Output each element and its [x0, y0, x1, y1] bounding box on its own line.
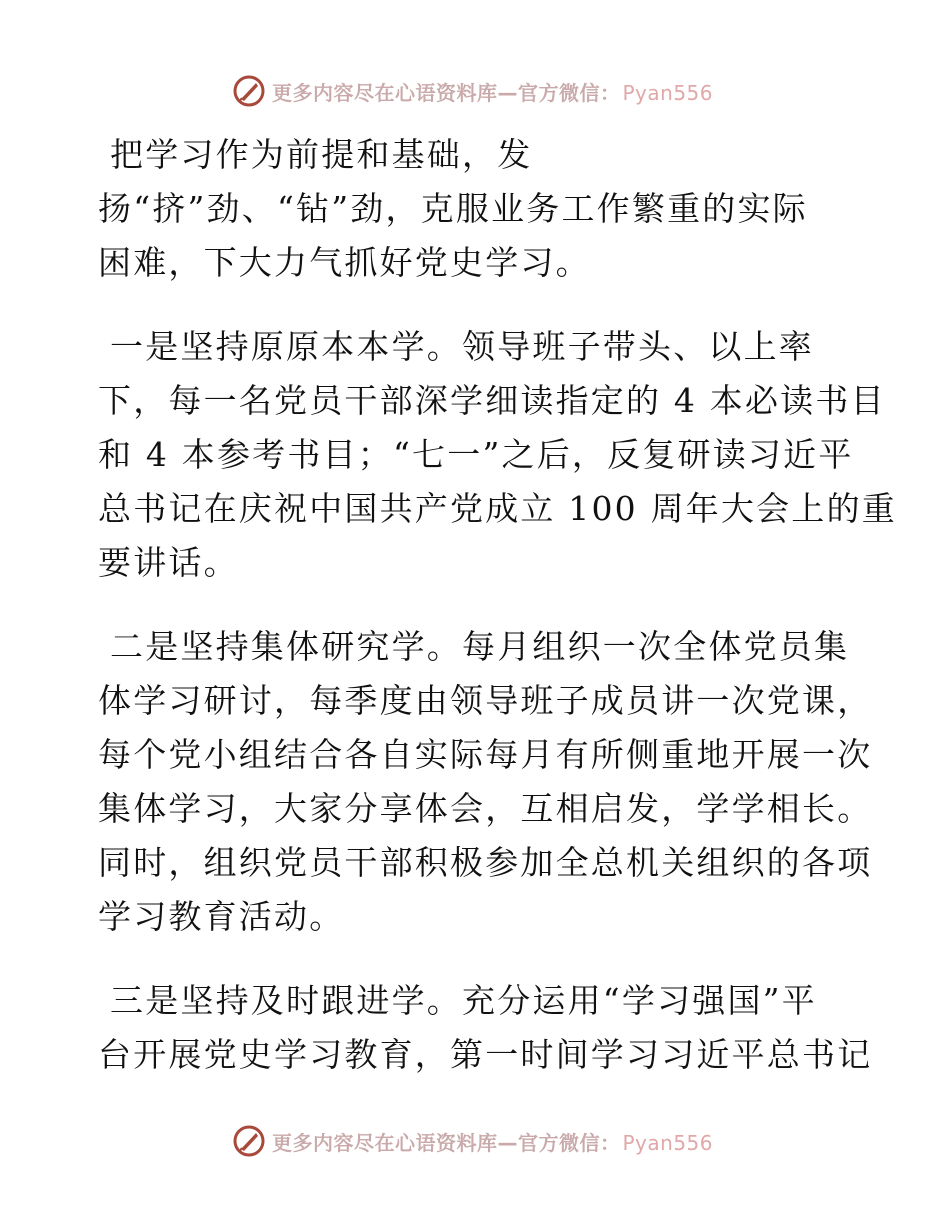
paragraph-intro [98, 132, 858, 286]
text-line: 要讲话。 [98, 543, 239, 582]
watermark-text [272, 77, 713, 106]
text-line: 三是坚持及时跟进学。充分运用“学习强国”平 [110, 981, 817, 1020]
header-watermark [232, 74, 713, 108]
document-body [98, 124, 897, 1078]
text-line: 台开展党史学习教育，第一时间学习习近平总书记 [98, 1035, 873, 1074]
watermark-text [272, 1127, 713, 1156]
watermark-brand-text: 更多内容尽在心语资料库—官方微信： [272, 1130, 621, 1155]
quill-pen-seal-icon [232, 74, 266, 108]
text-line: 二是坚持集体研究学。每月组织一次全体党员集 [110, 627, 850, 666]
text-line: 总书记在庆祝中国共产党成立 100 周年大会上的重 [98, 489, 897, 528]
text-line: 每个党小组结合各自实际每月有所侧重地开展一次 [98, 735, 873, 774]
paragraph-second-point [98, 624, 873, 940]
watermark-brand-text: 更多内容尽在心语资料库—官方微信： [272, 80, 621, 105]
text-line: 下，每一名党员干部深学细读指定的 4 本必读书目 [98, 381, 886, 420]
text-line: 同时，组织党员干部积极参加全总机关组织的各项 [98, 843, 873, 882]
text-line: 和 4 本参考书目；“七一”之后，反复研读习近平 [98, 435, 854, 474]
text-line: 体学习研讨，每季度由领导班子成员讲一次党课， [98, 681, 873, 720]
watermark-wechat-id: Pyan556 [622, 1130, 714, 1155]
text-line: 学习教育活动。 [98, 897, 345, 936]
quill-pen-seal-icon [232, 1124, 266, 1158]
paragraph-first-point [98, 324, 897, 586]
text-line: 一是坚持原原本本学。领导班子带头、以上率 [110, 327, 814, 366]
paragraph-third-point [98, 978, 873, 1078]
text-line: 集体学习，大家分享体会，互相启发，学学相长。 [98, 789, 873, 828]
text-line: 困难，下大力气抓好党史学习。 [98, 243, 591, 282]
text-line: 把学习作为前提和基础，发 [110, 135, 533, 174]
footer-watermark [232, 1124, 713, 1158]
watermark-wechat-id: Pyan556 [622, 80, 714, 105]
text-line: 扬“挤”劲、“钻”劲，克服业务工作繁重的实际 [98, 189, 808, 228]
